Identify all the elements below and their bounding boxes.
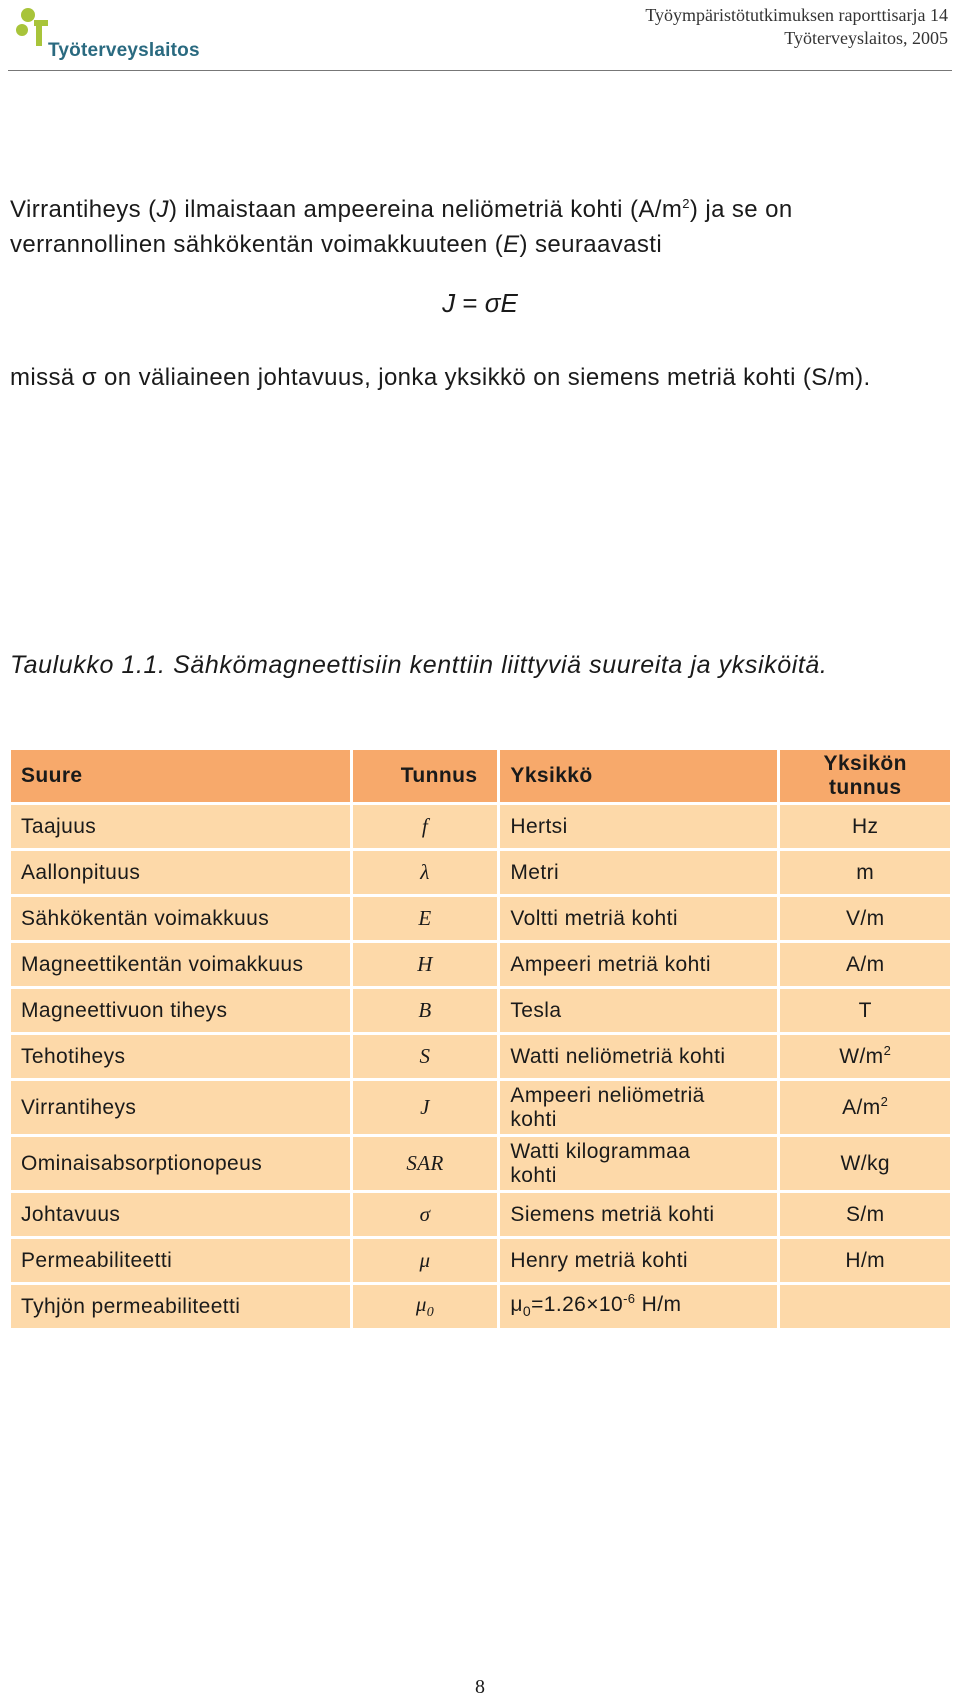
cell-yksikko: Tesla [500, 989, 777, 1032]
publisher-year: Työterveyslaitos, 2005 [784, 28, 948, 48]
table-row [11, 897, 950, 940]
table-row [11, 1193, 950, 1236]
text-fragment: Virrantiheys ( [10, 196, 157, 223]
symbol: μ [510, 1293, 523, 1317]
cell-yksikon-tunnus: m [780, 851, 950, 894]
cell-yksikko: Ampeeri metriä kohti [500, 943, 777, 986]
cell-yksikko [500, 1081, 777, 1134]
paragraph-current-density [10, 192, 950, 262]
table-row [11, 943, 950, 986]
cell-yksikon-tunnus [780, 1035, 950, 1078]
cell-suure: Magneettivuon tiheys [11, 989, 350, 1032]
cell-yksikko: Hertsi [500, 805, 777, 848]
text-fragment: ) ja se on verrannollinen sähkökentän voimakkuuteen ( [10, 196, 793, 258]
cell-tunnus: B [353, 989, 498, 1032]
superscript: 2 [880, 1093, 889, 1109]
formula-equals: = [455, 288, 485, 318]
header-info [645, 4, 948, 50]
header-line: tunnus [829, 776, 902, 799]
cell-tunnus: H [353, 943, 498, 986]
cell-suure: Sähkökentän voimakkuus [11, 897, 350, 940]
unit-line: Ampeeri neliömetriä [510, 1083, 705, 1107]
superscript: 2 [682, 196, 690, 211]
cell-suure: Johtavuus [11, 1193, 350, 1236]
cell-suure: Tyhjön permeabiliteetti [11, 1285, 350, 1328]
cell-yksikko: Voltti metriä kohti [500, 897, 777, 940]
cell-yksikko [500, 1285, 777, 1328]
page-number: 8 [475, 1676, 485, 1698]
cell-yksikon-tunnus: Hz [780, 805, 950, 848]
cell-suure: Tehotiheys [11, 1035, 350, 1078]
cell-yksikon-tunnus: S/m [780, 1193, 950, 1236]
symbol: μ [415, 1291, 427, 1316]
cell-yksikon-tunnus: V/m [780, 897, 950, 940]
table-caption: Taulukko 1.1. Sähkömagneettisiin kenttiin liittyviä suureita ja yksiköitä. [10, 651, 828, 679]
cell-suure: Ominaisabsorptionopeus [11, 1137, 350, 1190]
unit-line: kohti [510, 1163, 557, 1187]
header-tunnus: Tunnus [353, 750, 498, 802]
unit-text: W/m [839, 1044, 884, 1068]
cell-suure: Magneettikentän voimakkuus [11, 943, 350, 986]
superscript: -6 [623, 1291, 636, 1307]
cell-yksikon-tunnus: T [780, 989, 950, 1032]
unit-line: kohti [510, 1107, 557, 1131]
cell-yksikon-tunnus: H/m [780, 1239, 950, 1282]
table-row [11, 1137, 950, 1190]
cell-yksikon-tunnus [780, 1081, 950, 1134]
superscript: 2 [883, 1042, 892, 1058]
header-yksikko: Yksikkö [500, 750, 777, 802]
cell-tunnus: λ [353, 851, 498, 894]
subscript: 0 [426, 1305, 435, 1321]
paragraph-conductivity: missä σ on väliaineen johtavuus, jonka yksikkö on siemens metriä kohti (S/m). [10, 364, 871, 391]
table-row [11, 1285, 950, 1328]
units-table [8, 747, 953, 1331]
header-divider [8, 70, 952, 71]
header-line: Yksikön [823, 752, 907, 775]
cell-tunnus: J [353, 1081, 498, 1134]
table-row [11, 805, 950, 848]
cell-yksikon-tunnus [780, 1285, 950, 1328]
unit-line: Watti kilogrammaa [510, 1139, 691, 1163]
cell-suure: Aallonpituus [11, 851, 350, 894]
cell-suure: Permeabiliteetti [11, 1239, 350, 1282]
table-row [11, 851, 950, 894]
formula-j: J [442, 288, 456, 318]
cell-yksikon-tunnus: A/m [780, 943, 950, 986]
cell-tunnus: SAR [353, 1137, 498, 1190]
table-row [11, 1081, 950, 1134]
cell-suure: Virrantiheys [11, 1081, 350, 1134]
cell-tunnus: f [353, 805, 498, 848]
logo [14, 6, 214, 66]
header-suure: Suure [11, 750, 350, 802]
unit-text: H/m [635, 1293, 682, 1317]
formula [0, 288, 960, 319]
cell-yksikon-tunnus: W/kg [780, 1137, 950, 1190]
table-row [11, 1035, 950, 1078]
cell-suure: Taajuus [11, 805, 350, 848]
series-title: Työympäristötutkimuksen raporttisarja 14 [645, 5, 948, 25]
logo-text: Työterveyslaitos [48, 40, 200, 61]
symbol-j: J [156, 196, 169, 223]
unit-text: A/m [842, 1095, 881, 1119]
cell-tunnus: E [353, 897, 498, 940]
cell-yksikko: Siemens metriä kohti [500, 1193, 777, 1236]
cell-tunnus: μ [353, 1239, 498, 1282]
cell-yksikko: Henry metriä kohti [500, 1239, 777, 1282]
text-fragment: ) seuraavasti [519, 231, 663, 258]
cell-yksikko [500, 1137, 777, 1190]
subscript: 0 [522, 1303, 532, 1320]
table-row [11, 989, 950, 1032]
cell-tunnus [353, 1285, 498, 1328]
table-row [11, 1239, 950, 1282]
table-header-row [11, 750, 950, 802]
text-fragment: ) ilmaistaan ampeereina neliömetriä kohti (A/m [168, 196, 683, 223]
cell-yksikko: Watti neliömetriä kohti [500, 1035, 777, 1078]
cell-yksikko: Metri [500, 851, 777, 894]
formula-rhs: σE [484, 288, 518, 318]
cell-tunnus: σ [353, 1193, 498, 1236]
symbol-e: E [503, 231, 520, 258]
cell-tunnus: S [353, 1035, 498, 1078]
header-yksikon-tunnus [780, 750, 950, 802]
value-text: =1.26×10 [531, 1293, 624, 1317]
